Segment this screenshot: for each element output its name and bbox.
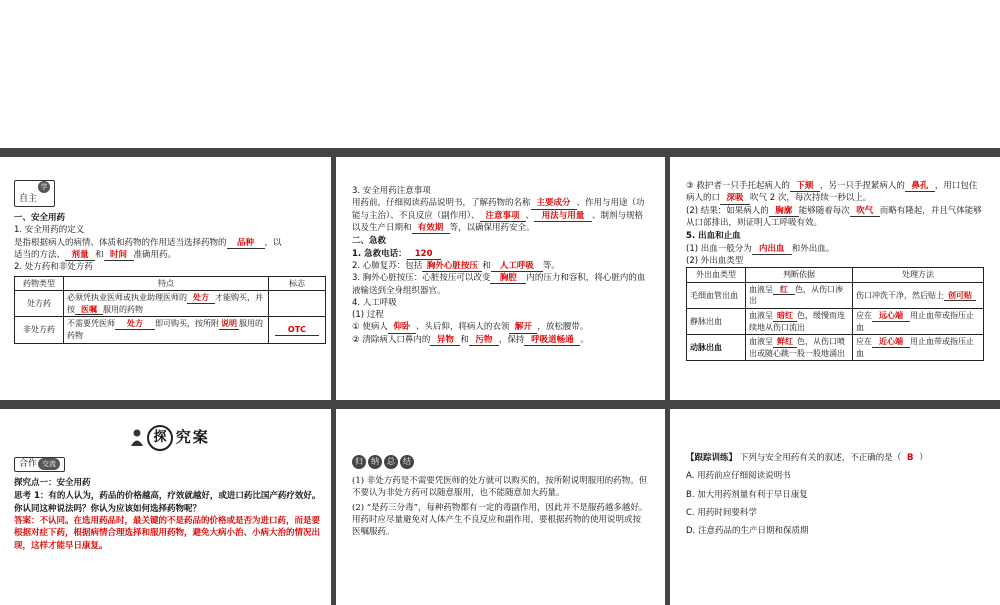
banner-title: 究案 [175,428,210,447]
paragraph: (1) 过程 [352,310,384,321]
answer-blank: 鲜红 [773,337,797,348]
panel-self-study [14,180,326,395]
top-separator-band [0,148,1000,157]
paragraph: 3. 胸外心脏按压：心脏按压可以改变 胸腔 内的压力和容积，将心脏内的血液输送到全身组织器官。 [352,273,646,296]
paragraph: 1. 急救电话： 120 [352,248,648,260]
answer-blank: 品种 [227,238,265,249]
table-cell: 应在 远心端 用止血带或指压止血 [853,308,984,334]
answer-blank: 处方 [187,293,215,304]
tag-badge: 交流 [38,458,60,470]
answer-blank: 污物 [469,335,499,346]
summary-point: (1) 非处方药是不需要凭医师的处方就可以购买的，按所附说明服用的药物。但不要认为非处方药可以随意服用，也不能随意加大药量。 [352,476,648,499]
section-title: 一、安全用药 [14,213,66,224]
table-cell: 不需要凭医师 处方 即可购买，按所附 说明 服用的药物 [64,317,269,343]
panel-notes-first-aid [352,185,648,395]
left-column-divider [331,150,336,605]
option-item: C. 用药时间要科学 [686,507,757,518]
table-row [15,291,326,317]
answer-blank: 暗红 [773,311,797,322]
option-item: D. 注意药品的生产日期和保质期 [686,526,809,537]
answer-blank: 近心端 [872,337,910,348]
right-column-divider [665,150,670,605]
section-title: 二、急救 [352,236,387,247]
answer-blank: 说明 [221,319,237,329]
table-header: 特点 [64,276,269,291]
table-cell: 血液呈 鲜红 色，从伤口喷出或随心跳一股一股地涌出 [746,335,853,361]
table-row [687,282,984,308]
panel-summary [352,455,648,595]
panel-inquiry [14,425,326,595]
answer-blank: 注意事项 [480,211,526,222]
table-cell: 非处方药 [15,317,64,343]
paragraph: ② 清除病人口鼻内的 异物 和 污物 ，保持 呼吸道畅通 。 [352,334,589,345]
table-header: 处理方法 [853,268,984,283]
paragraph: 2. 心肺复苏：包括 胸外心脏按压 和 人工呼吸 等。 [352,260,560,271]
paragraph: (2) 外出血类型 [686,255,744,266]
answer-blank: 下颏 [790,181,820,192]
answer-blank: 胸廓 [769,206,799,217]
table-row [687,335,984,361]
summary-tag-char: 纳 [368,455,382,469]
answer-blank: 红 [773,285,795,296]
answer-blank: 有效期 [412,223,450,234]
subsection-title: 4. 人工呼吸 [352,297,397,308]
tag-badge: 学习 [38,181,50,193]
summary-tag-char: 结 [400,455,414,469]
panel-exercise [686,452,984,592]
table-cell: 动脉出血 [687,335,746,361]
table-header: 标志 [269,276,326,291]
table-cell: 伤口冲洗干净，然后贴上 创可贴 [853,282,984,308]
table-header: 判断依据 [746,268,853,283]
option-item: B. 加大用药剂量有利于早日康复 [686,489,808,500]
answer-blank: 解开 [509,322,537,333]
answer-blank: 时间 [104,250,134,261]
drug-type-table [14,276,326,344]
summary-tag [352,455,416,469]
paragraph: (1) 出血一般分为 内出血 和外出血。 [686,243,835,254]
definition-text: 是指根据病人的病情、体质和药物的作用适当选择药物的 品种 ，以 适当的方法、 剂量 和 时间 准确用药。 [14,237,282,260]
answer-blank: 远心端 [872,311,910,322]
answer-choice: B [906,453,914,463]
table-cell [269,317,326,343]
answer-blank: 深吸 [720,193,750,204]
answer-blank: 呼吸道畅通 [524,335,580,346]
table-cell: 血液呈 红 色，从伤口渗出 [746,282,853,308]
paragraph: 用药前，仔细阅读药品说明书，了解药物的名称 主要成分 、作用与用途（功能与主治）、不良反应（副作用）、 注意事项 、 用法与用量 、制剂与规格以及生产日期和 有效期 等，以确保用药安全。 [352,198,645,233]
middle-separator-band [0,400,1000,409]
person-icon [130,429,144,447]
answer-blank: 仰卧 [388,322,416,333]
inquiry-banner [14,425,326,451]
table-header: 外出血类型 [687,268,746,283]
table-header: 药物类型 [15,276,64,291]
subsection-title: 3. 安全用药注意事项 [352,186,431,196]
otc-mark: OTC [275,325,319,336]
subsection-title: 1. 安全用药的定义 [14,225,85,236]
answer-blank: 胸外心脏按压 [422,261,482,272]
subsection-title: 2. 处方药和非处方药 [14,262,93,273]
self-study-tag: 自主学习 [14,180,55,207]
answer-blank: 异物 [430,335,460,346]
question-text: 【跟踪训练】 下列与安全用药有关的叙述，不正确的是（ B ） [686,453,928,463]
table-cell: 毛细血管出血 [687,282,746,308]
answer-blank: 用法与用量 [534,211,592,222]
summary-tag-char: 总 [384,455,398,469]
subsection-title: 5. 出血和止血 [686,231,741,242]
answer-blank: 创可贴 [944,291,976,302]
table-row [687,308,984,334]
table-cell [269,291,326,317]
answer-blank: 吹气 [850,206,880,217]
table-cell: 处方药 [15,291,64,317]
answer-blank: 主要成分 [531,198,577,209]
option-item: A. 用药前应仔细阅读说明书 [686,471,791,482]
answer-blank: 医嘱 [75,305,103,316]
answer-blank: 剂量 [65,250,95,261]
panel-breathing-bleeding [686,180,984,395]
question-text: 思考 1：有的人认为，药品的价格越高，疗效就越好，或进口药比国产药疗效好。你认同这种说法吗？你认为应该如何选择药物呢？ [14,491,321,514]
table-cell: 必须凭执业医师或执业助理医师的 处方 才能购买，并按 医嘱 服用的药物 [64,291,269,317]
paragraph: ③ 救护者一只手托起病人的 下颏 ，另一只手捏紧病人的 鼻孔 ，用口包住病人的口 深吸 吹气 2 次，每次持续一秒以上。 [686,181,978,204]
bleeding-table [686,267,984,361]
answer-blank: 人工呼吸 [491,261,543,272]
answer-blank: 内出血 [752,244,792,255]
paragraph: (2) 结果：如果病人的 胸廓 能够随着每次 吹气 而略有隆起，并且气体能够从口部排出，则证明人工呼吸有效。 [686,205,982,228]
answer-blank: 120 [407,249,441,260]
banner-char: 探 [147,425,173,451]
table-row [15,317,326,343]
table-cell: 血液呈 暗红 色，缓慢而连续地从伤口流出 [746,308,853,334]
table-cell: 静脉出血 [687,308,746,334]
answer-blank: 鼻孔 [905,181,935,192]
table-cell: 应在 近心端 用止血带或指压止血 [853,335,984,361]
cooperation-tag: 合作 交流 [14,457,65,472]
summary-tag-char: 归 [352,455,366,469]
paragraph: ① 使病人 仰卧 、头后仰，将病人的衣领 解开 ，放松腰带。 [352,322,589,333]
answer-blank: 处方 [115,319,155,330]
section-title: 探究点一：安全用药 [14,478,91,489]
answer-text: 答案：不认同。在选用药品时，最关键的不是药品的价格或是否为进口药，而是要根据对症下药，根据病情合理选择和服用药物，避免大病小治、小病大治的情况出现，这样才能早日康复。 [14,515,321,551]
answer-blank: 胸腔 [490,273,526,284]
summary-point: (2) “是药三分毒”，每种药物都有一定的毒副作用，因此并不是服药越多越好。用药时应尽量避免对人体产生不良反应和副作用，要根据药物的使用说明或按医嘱服药。 [352,502,648,538]
